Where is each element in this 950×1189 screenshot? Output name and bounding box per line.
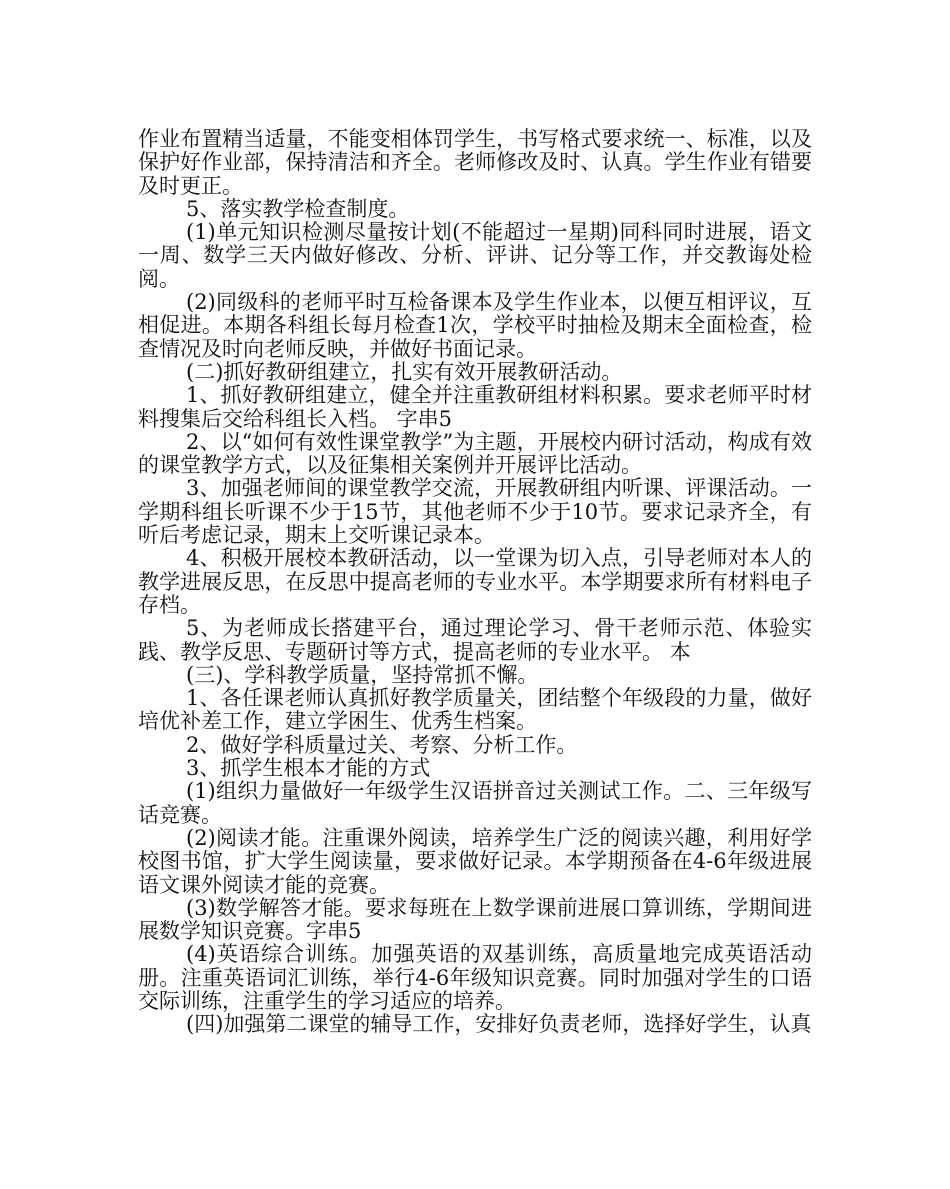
paragraph-pinyin-test: (1)组织力量做好一年级学生汉语拼音过关测试工作。二、三年级写话竞赛。 xyxy=(138,779,812,827)
paragraph-unit-test: (1)单元知识检测尽量按计划(不能超过一星期)同科同时进展，语文一周、数学三天内做好修改、分析、评讲、记分等工作，并交教诲处检阅。 xyxy=(138,220,812,291)
paragraph-math-skills: (3)数学解答才能。要求每班在上数学课前进展口算训练，学期间进展数学知识竞赛。字串5 xyxy=(138,895,812,944)
section-heading-second-classroom: (四)加强第二课堂的辅导工作，安排好负责老师，选择好学生，认真 xyxy=(186,1012,812,1037)
section-heading-teaching-quality: (三)、学科教学质量，坚持常抓不懈。 xyxy=(186,662,539,687)
paragraph-reading-skills: (2)阅读才能。注重课外阅读，培养学生广泛的阅读兴趣，利用好学校图书馆，扩大学生阅读量，要求做好记录。本学期预备在4-6年级进展语文课外阅读才能的竞赛。 xyxy=(138,825,812,897)
paragraph-research-group-materials: 1、抓好教研组建立，健全并注重教研组材料积累。要求老师平时材料搜集后交给科组长入档。 字串5 xyxy=(138,383,812,431)
paragraph-effective-teaching: 2、以“如何有效性课堂教学”为主题，开展校内研讨活动，构成有效的课堂教学方式，以及征集相关案例并开展评比活动。 xyxy=(138,429,812,478)
document-body xyxy=(138,128,812,1037)
paragraph-teacher-growth: 5、为老师成长搭建平台，通过理论学习、骨干老师示范、体验实践、教学反思、专题研讨等方式，提高老师的专业水平。 本 xyxy=(138,616,812,664)
paragraph-school-research: 4、积极开展校本教研活动，以一堂课为切入点，引导老师对本人的教学进展反思，在反思中提高老师的专业水平。本学期要求所有材料电子存档。 xyxy=(138,546,812,617)
paragraph-english-training: (4)英语综合训练。加强英语的双基训练，高质量地完成英语活动册。注重英语词汇训练，举行4-6年级知识竞赛。同时加强对学生的口语交际训练，注重学生的学习适应的培养。 xyxy=(138,942,812,1013)
paragraph-basic-skills-heading: 3、抓学生根本才能的方式 xyxy=(186,756,431,781)
section-heading-research-group: (二)抓好教研组建立，扎实有效开展教研活动。 xyxy=(186,359,623,384)
paragraph-peer-check: (2)同级科的老师平时互检备课本及学生作业本，以便互相评议，互相促进。本期各科组长每月检查1次，学校平时抽检及期末全面检查，检查情况及时向老师反映，并做好书面记录。 xyxy=(138,290,812,361)
paragraph-homework: 作业布置精当适量，不能变相体罚学生，书写格式要求统一、标准，以及保护好作业部，保持清洁和齐全。老师修改及时、认真。学生作业有错要及时更正。 xyxy=(138,127,812,198)
paragraph-lesson-observation: 3、加强老师间的课堂教学交流，开展教研组内听课、评课活动。一学期科组长听课不少于15节，其他老师不少于10节。要求记录齐全，有听后考虑记录，期末上交听课记录本。 xyxy=(138,476,812,548)
paragraph-subject-analysis: 2、做好学科质量过关、考察、分析工作。 xyxy=(186,732,578,757)
paragraph-quality-control: 1、各任课老师认真抓好教学质量关，团结整个年级段的力量，做好培优补差工作，建立学困生、优秀生档案。 xyxy=(138,686,812,734)
paragraph-check-system-heading: 5、落实教学检查制度。 xyxy=(186,196,410,221)
